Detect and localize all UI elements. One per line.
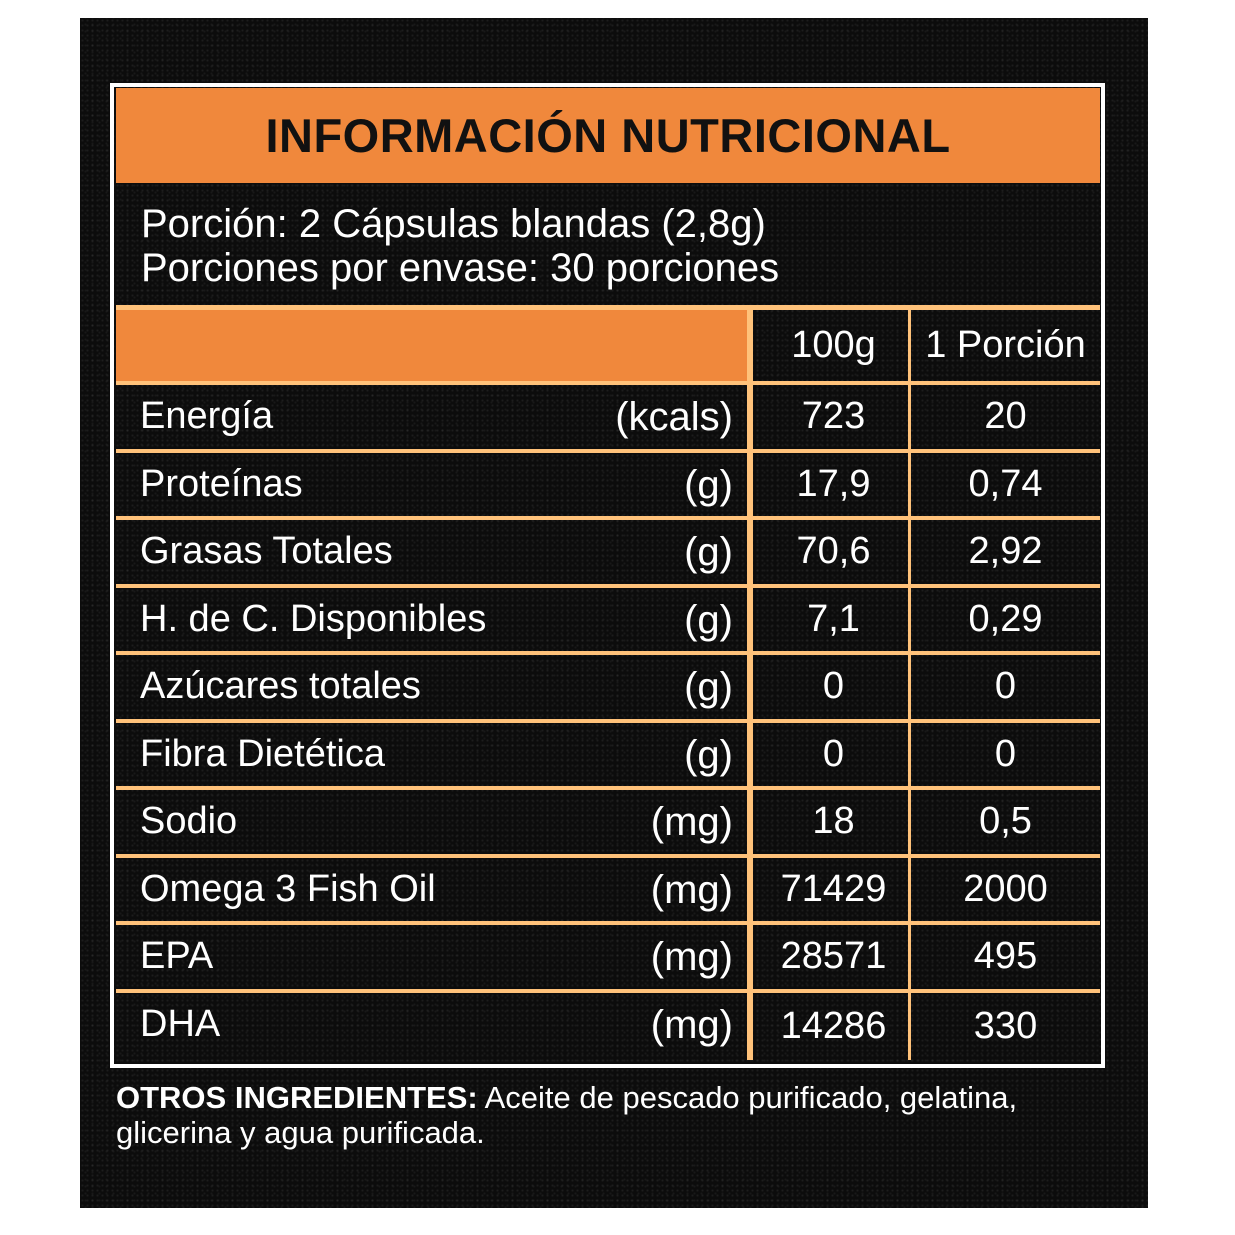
value-per100: 723 xyxy=(759,385,911,449)
table-row xyxy=(116,925,1100,993)
value-per-serving: 495 xyxy=(973,935,1038,978)
table-row xyxy=(116,993,1100,1061)
other-ingredients xyxy=(116,1080,1116,1150)
nutrient-name: EPA xyxy=(140,935,214,977)
nutrient-name: H. de C. Disponibles xyxy=(140,597,487,640)
nutrition-table xyxy=(116,310,1100,1060)
table-row xyxy=(116,588,1100,656)
serving-info xyxy=(116,188,1100,310)
nutrient-name: Grasas Totales xyxy=(140,530,393,572)
nutrient-unit: (g) xyxy=(684,597,733,642)
title-bar xyxy=(116,88,1100,183)
nutrient-name: Fibra Dietética xyxy=(140,732,385,775)
value-per100: 18 xyxy=(759,790,911,854)
header-per100: 100g xyxy=(759,310,911,381)
table-header-row xyxy=(116,310,1100,385)
nutrient-name: DHA xyxy=(140,1002,221,1045)
nutrient-cell xyxy=(116,858,753,922)
header-blank-cell xyxy=(116,310,753,381)
table-row xyxy=(116,723,1100,791)
nutrient-unit: (g) xyxy=(684,732,733,777)
nutrient-unit: (mg) xyxy=(650,867,733,912)
nutrient-name: Proteínas xyxy=(140,462,303,505)
value-per100: 70,6 xyxy=(759,520,911,584)
table-row xyxy=(116,385,1100,453)
nutrient-name: Energía xyxy=(140,395,274,437)
nutrient-cell xyxy=(116,723,753,787)
nutrient-unit: (g) xyxy=(684,462,733,507)
value-per-serving: 0 xyxy=(994,665,1017,708)
value-per-serving: 2000 xyxy=(963,867,1048,910)
header-per-serving: 1 Porción xyxy=(925,324,1086,366)
nutrient-cell xyxy=(116,790,753,854)
nutrient-name: Azúcares totales xyxy=(140,665,421,707)
nutrient-cell xyxy=(116,993,753,1061)
value-per100: 14286 xyxy=(759,993,911,1061)
nutrient-cell xyxy=(116,588,753,652)
serving-size: Porción: 2 Cápsulas blandas (2,8g) xyxy=(141,202,766,246)
value-per100: 0 xyxy=(759,655,911,719)
nutrient-unit: (mg) xyxy=(650,800,733,844)
nutrient-cell xyxy=(116,925,753,989)
servings-per-container: Porciones por envase: 30 porciones xyxy=(141,246,780,290)
nutrient-cell xyxy=(116,453,753,517)
table-row xyxy=(116,453,1100,521)
ingredients-text: Aceite de pescado purificado, gelatina, glicerina y agua purificada. xyxy=(116,1080,1018,1150)
nutrient-unit: (kcals) xyxy=(615,395,733,439)
value-per100: 28571 xyxy=(759,925,911,989)
table-row xyxy=(116,655,1100,723)
value-per-serving: 0,74 xyxy=(968,462,1043,505)
ingredients-label: OTROS INGREDIENTES: xyxy=(116,1080,478,1115)
value-per-serving: 2,92 xyxy=(968,530,1043,573)
value-per-serving: 330 xyxy=(973,1004,1038,1047)
nutrient-cell xyxy=(116,385,753,449)
nutrient-cell xyxy=(116,520,753,584)
table-row xyxy=(116,858,1100,926)
value-per-serving: 0,5 xyxy=(979,800,1032,843)
nutrient-cell xyxy=(116,655,753,719)
page-title: INFORMACIÓN NUTRICIONAL xyxy=(265,109,951,162)
value-per-serving: 20 xyxy=(984,395,1027,438)
nutrient-name: Sodio xyxy=(140,800,238,842)
value-per-serving: 0 xyxy=(994,732,1017,775)
value-per100: 17,9 xyxy=(759,453,911,517)
nutrient-unit: (mg) xyxy=(650,1002,733,1047)
nutrient-unit: (g) xyxy=(684,665,733,709)
nutrient-unit: (mg) xyxy=(650,935,733,979)
nutrient-name: Omega 3 Fish Oil xyxy=(140,867,436,910)
nutrient-unit: (g) xyxy=(684,530,733,574)
table-row xyxy=(116,520,1100,588)
value-per100: 71429 xyxy=(759,858,911,922)
value-per100: 0 xyxy=(759,723,911,787)
value-per100: 7,1 xyxy=(759,588,911,652)
value-per-serving: 0,29 xyxy=(968,597,1043,640)
table-row xyxy=(116,790,1100,858)
